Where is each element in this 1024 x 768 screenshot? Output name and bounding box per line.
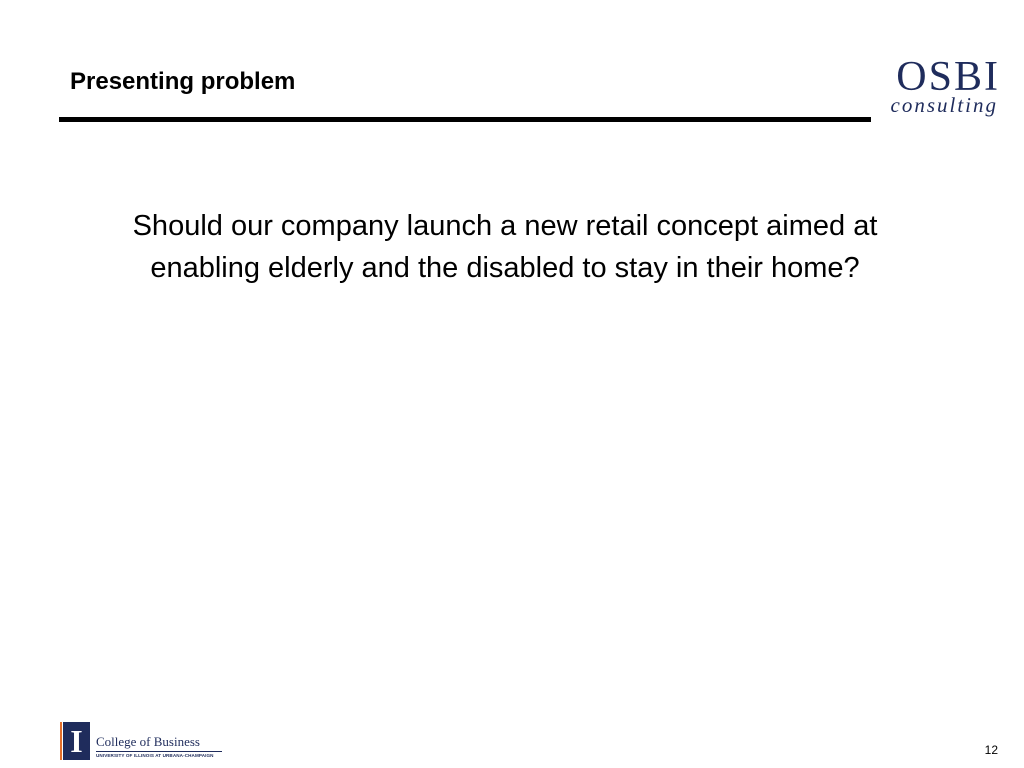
slide-title: Presenting problem (70, 68, 296, 95)
university-name: UNIVERSITY OF ILLINOIS AT URBANA-CHAMPAIGN (96, 753, 214, 758)
block-i-icon (63, 722, 90, 760)
college-name: College of Business (96, 734, 200, 749)
problem-question: Should our company launch a new retail concept aimed at enabling elderly and the disabled to stay in their home? (132, 210, 878, 284)
college-of-business-logo (60, 720, 224, 762)
block-i-letter: I (70, 723, 83, 759)
page-number: 12 (984, 743, 998, 757)
logo-tagline: consulting (890, 93, 998, 117)
logo-wordmark: OSBI (896, 54, 1000, 100)
logo-accent-bar (60, 722, 62, 760)
osbi-consulting-logo (884, 56, 1000, 118)
title-divider (59, 117, 871, 122)
footer-logo-divider (96, 751, 222, 752)
